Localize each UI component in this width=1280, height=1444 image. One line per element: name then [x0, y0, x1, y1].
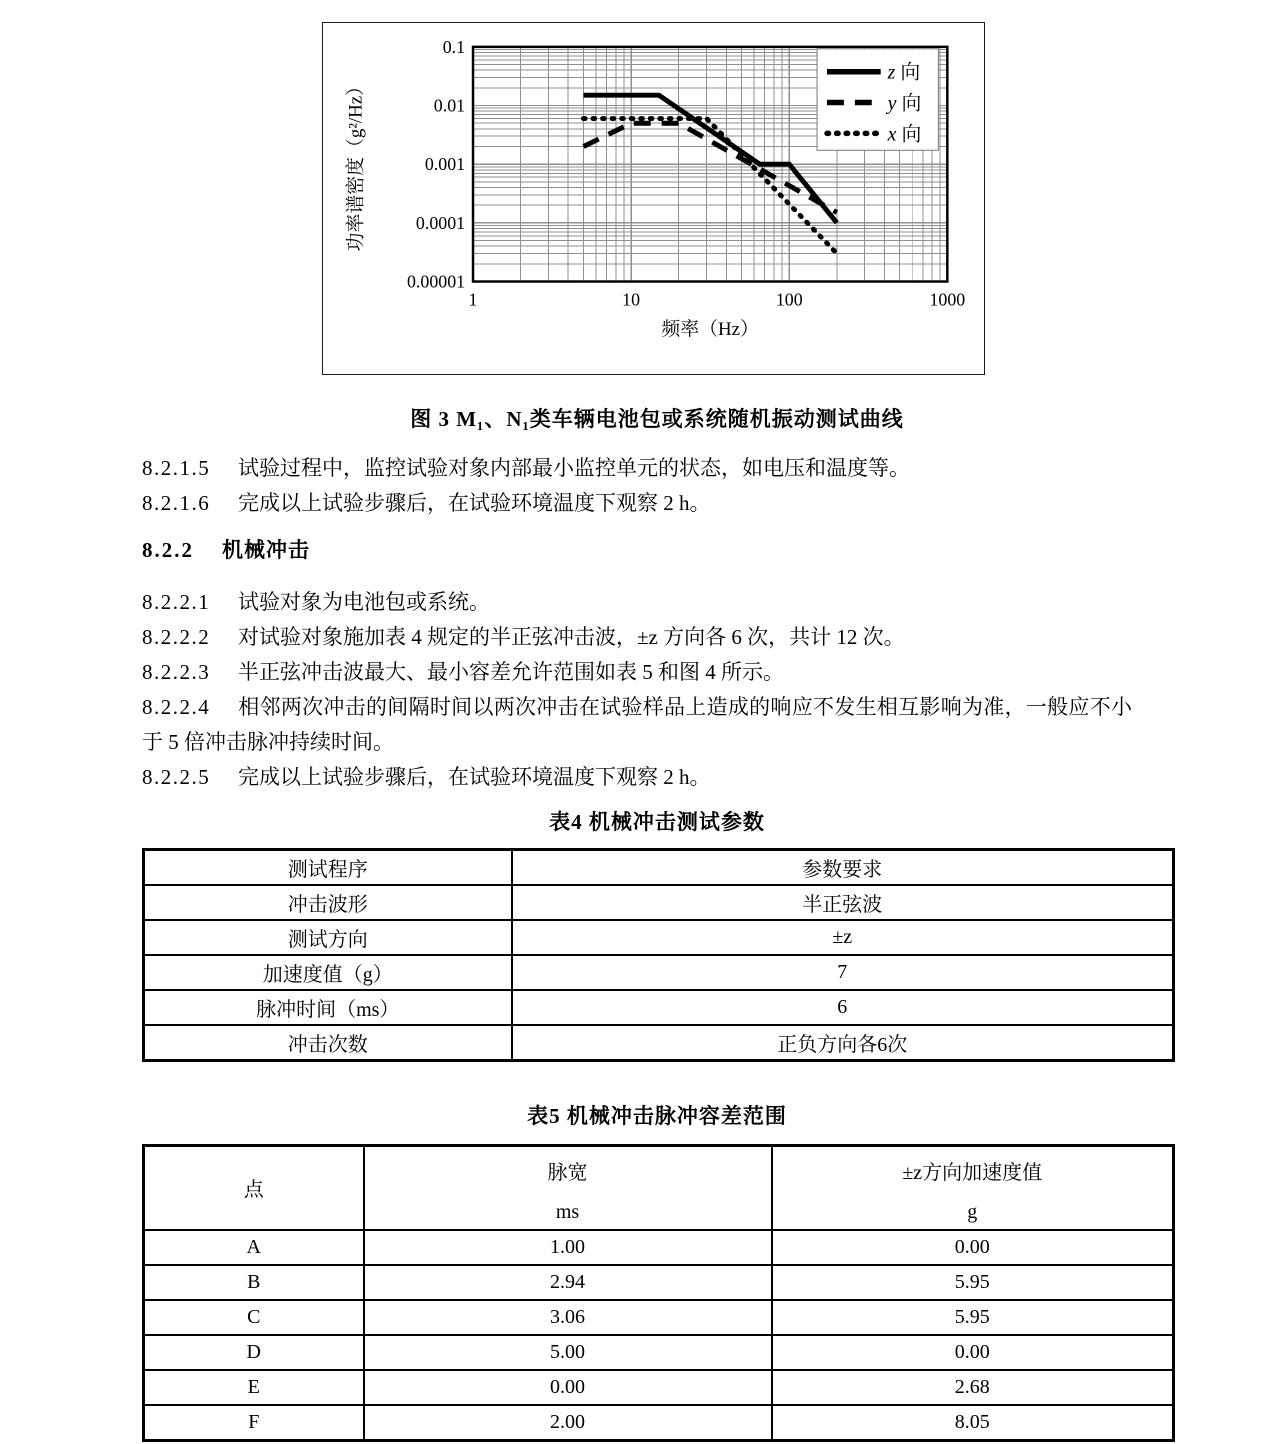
table-row [144, 1230, 1174, 1265]
table5-caption: 表5 机械冲击脉冲容差范围 [527, 1104, 787, 1128]
figure3-caption: 图 3 M₁、N₁类车辆电池包或系统随机振动测试曲线 [410, 407, 904, 431]
table-cell: F [144, 1405, 364, 1441]
table-cell: 5.95 [772, 1300, 1174, 1335]
table-cell: 加速度值（g） [144, 955, 512, 990]
header-cell-point: 点 [144, 1146, 364, 1230]
clause-number: 8.2.2.2 [142, 625, 211, 649]
table-cell: 6 [512, 990, 1174, 1025]
table-row [144, 1265, 1174, 1300]
clause-paragraph [142, 690, 1132, 760]
series-line-dotted [583, 119, 836, 254]
x-tick-label: 100 [775, 289, 803, 310]
legend-label: y 向 [887, 92, 922, 115]
table-cell: 0.00 [772, 1230, 1174, 1265]
table-cell: D [144, 1335, 364, 1370]
table-row [144, 1370, 1174, 1405]
heading-number: 8.2.2 [142, 538, 194, 562]
clause-paragraph [142, 585, 1132, 620]
header-acceleration-unit: g [967, 1200, 978, 1223]
table-cell: 脉冲时间（ms） [144, 990, 512, 1025]
table-cell: 冲击次数 [144, 1025, 512, 1061]
table5-shock-pulse-tolerance [142, 1144, 1175, 1442]
table-cell: 1.00 [364, 1230, 772, 1265]
clause-number: 8.2.2.3 [142, 660, 211, 684]
legend-label: z 向 [887, 61, 921, 84]
table-cell: 2.00 [364, 1405, 772, 1441]
clause-group-8-2-2 [142, 585, 1132, 795]
y-tick-label: 0.01 [433, 95, 466, 116]
clause-text: 试验过程中，监控试验对象内部最小监控单元的状态，如电压和温度等。 [238, 456, 910, 480]
table-cell: 半正弦波 [512, 885, 1174, 920]
header-cell: 测试程序 [144, 850, 512, 886]
clause-paragraph [142, 486, 1132, 521]
header-cell-acceleration [772, 1146, 1174, 1230]
legend-label: x 向 [887, 123, 922, 146]
table-header-row [144, 850, 1174, 886]
table-cell: ±z [512, 920, 1174, 955]
header-acceleration-label: ±z方向加速度值 [902, 1161, 1043, 1184]
legend [817, 49, 938, 150]
clause-paragraph [142, 451, 1132, 486]
clause-paragraph [142, 760, 1132, 795]
table-cell: 正负方向各6次 [512, 1025, 1174, 1061]
table4-mechanical-shock-parameters [142, 848, 1175, 1062]
x-axis-title: 频率（Hz） [661, 319, 759, 341]
clause-text: 对试验对象施加表 4 规定的半正弦冲击波，±z 方向各 6 次，共计 12 次。 [238, 625, 905, 649]
header-pulse-width-label: 脉宽 [547, 1161, 588, 1184]
table-row [144, 1300, 1174, 1335]
table-cell: C [144, 1300, 364, 1335]
clause-text: 半正弦冲击波最大、最小容差允许范围如表 5 和图 4 所示。 [238, 660, 784, 684]
clause-number: 8.2.1.6 [142, 491, 211, 515]
table-cell: 冲击波形 [144, 885, 512, 920]
table-cell: 测试方向 [144, 920, 512, 955]
header-cell: 参数要求 [512, 850, 1174, 886]
clause-number: 8.2.2.4 [142, 695, 211, 719]
clause-paragraph [142, 620, 1132, 655]
header-cell-pulse-width [364, 1146, 772, 1230]
psd-line-chart [323, 23, 984, 374]
table-cell: B [144, 1265, 364, 1300]
heading-text: 机械冲击 [222, 538, 310, 562]
header-pulse-width-unit: ms [555, 1200, 580, 1223]
y-tick-label: 0.00001 [406, 271, 466, 292]
clause-paragraph [142, 655, 1132, 690]
x-tick-label: 1 [468, 289, 478, 310]
clause-number: 8.2.1.5 [142, 456, 211, 480]
table-row [144, 885, 1174, 920]
figure3-random-vibration-chart [322, 22, 985, 375]
table-row [144, 920, 1174, 955]
x-tick-label: 10 [622, 289, 641, 310]
table-cell: A [144, 1230, 364, 1265]
clause-number: 8.2.2.1 [142, 590, 211, 614]
y-tick-label: 0.001 [424, 154, 466, 175]
table-row [144, 1405, 1174, 1441]
table-cell: 3.06 [364, 1300, 772, 1335]
table-cell: 2.68 [772, 1370, 1174, 1405]
table-cell: 8.05 [772, 1405, 1174, 1441]
table-row [144, 1025, 1174, 1061]
heading-8-2-2 [142, 534, 310, 564]
clause-group-8-2-1 [142, 451, 1132, 521]
clause-text: 完成以上试验步骤后，在试验环境温度下观察 2 h。 [238, 765, 711, 789]
clause-text: 试验对象为电池包或系统。 [238, 590, 490, 614]
table-row [144, 955, 1174, 990]
table-cell: 5.00 [364, 1335, 772, 1370]
table-cell: 0.00 [772, 1335, 1174, 1370]
table-cell: 5.95 [772, 1265, 1174, 1300]
clause-text: 完成以上试验步骤后，在试验环境温度下观察 2 h。 [238, 491, 711, 515]
table-cell: 2.94 [364, 1265, 772, 1300]
table4-caption: 表4 机械冲击测试参数 [549, 810, 765, 834]
y-axis-title: 功率谱密度（g²/Hz） [345, 76, 367, 252]
table-cell: E [144, 1370, 364, 1405]
table-cell: 7 [512, 955, 1174, 990]
y-tick-label: 0.0001 [415, 212, 466, 233]
y-tick-label: 0.1 [442, 36, 466, 57]
table-row [144, 990, 1174, 1025]
clause-number: 8.2.2.5 [142, 765, 211, 789]
table-cell: 0.00 [364, 1370, 772, 1405]
clause-text: 相邻两次冲击的间隔时间以两次冲击在试验样品上造成的响应不发生相互影响为准，一般应不小于 5 倍冲击脉冲持续时间。 [142, 695, 1132, 754]
table-row [144, 1335, 1174, 1370]
table-header-row [144, 1146, 1174, 1230]
x-tick-label: 1000 [929, 289, 966, 310]
